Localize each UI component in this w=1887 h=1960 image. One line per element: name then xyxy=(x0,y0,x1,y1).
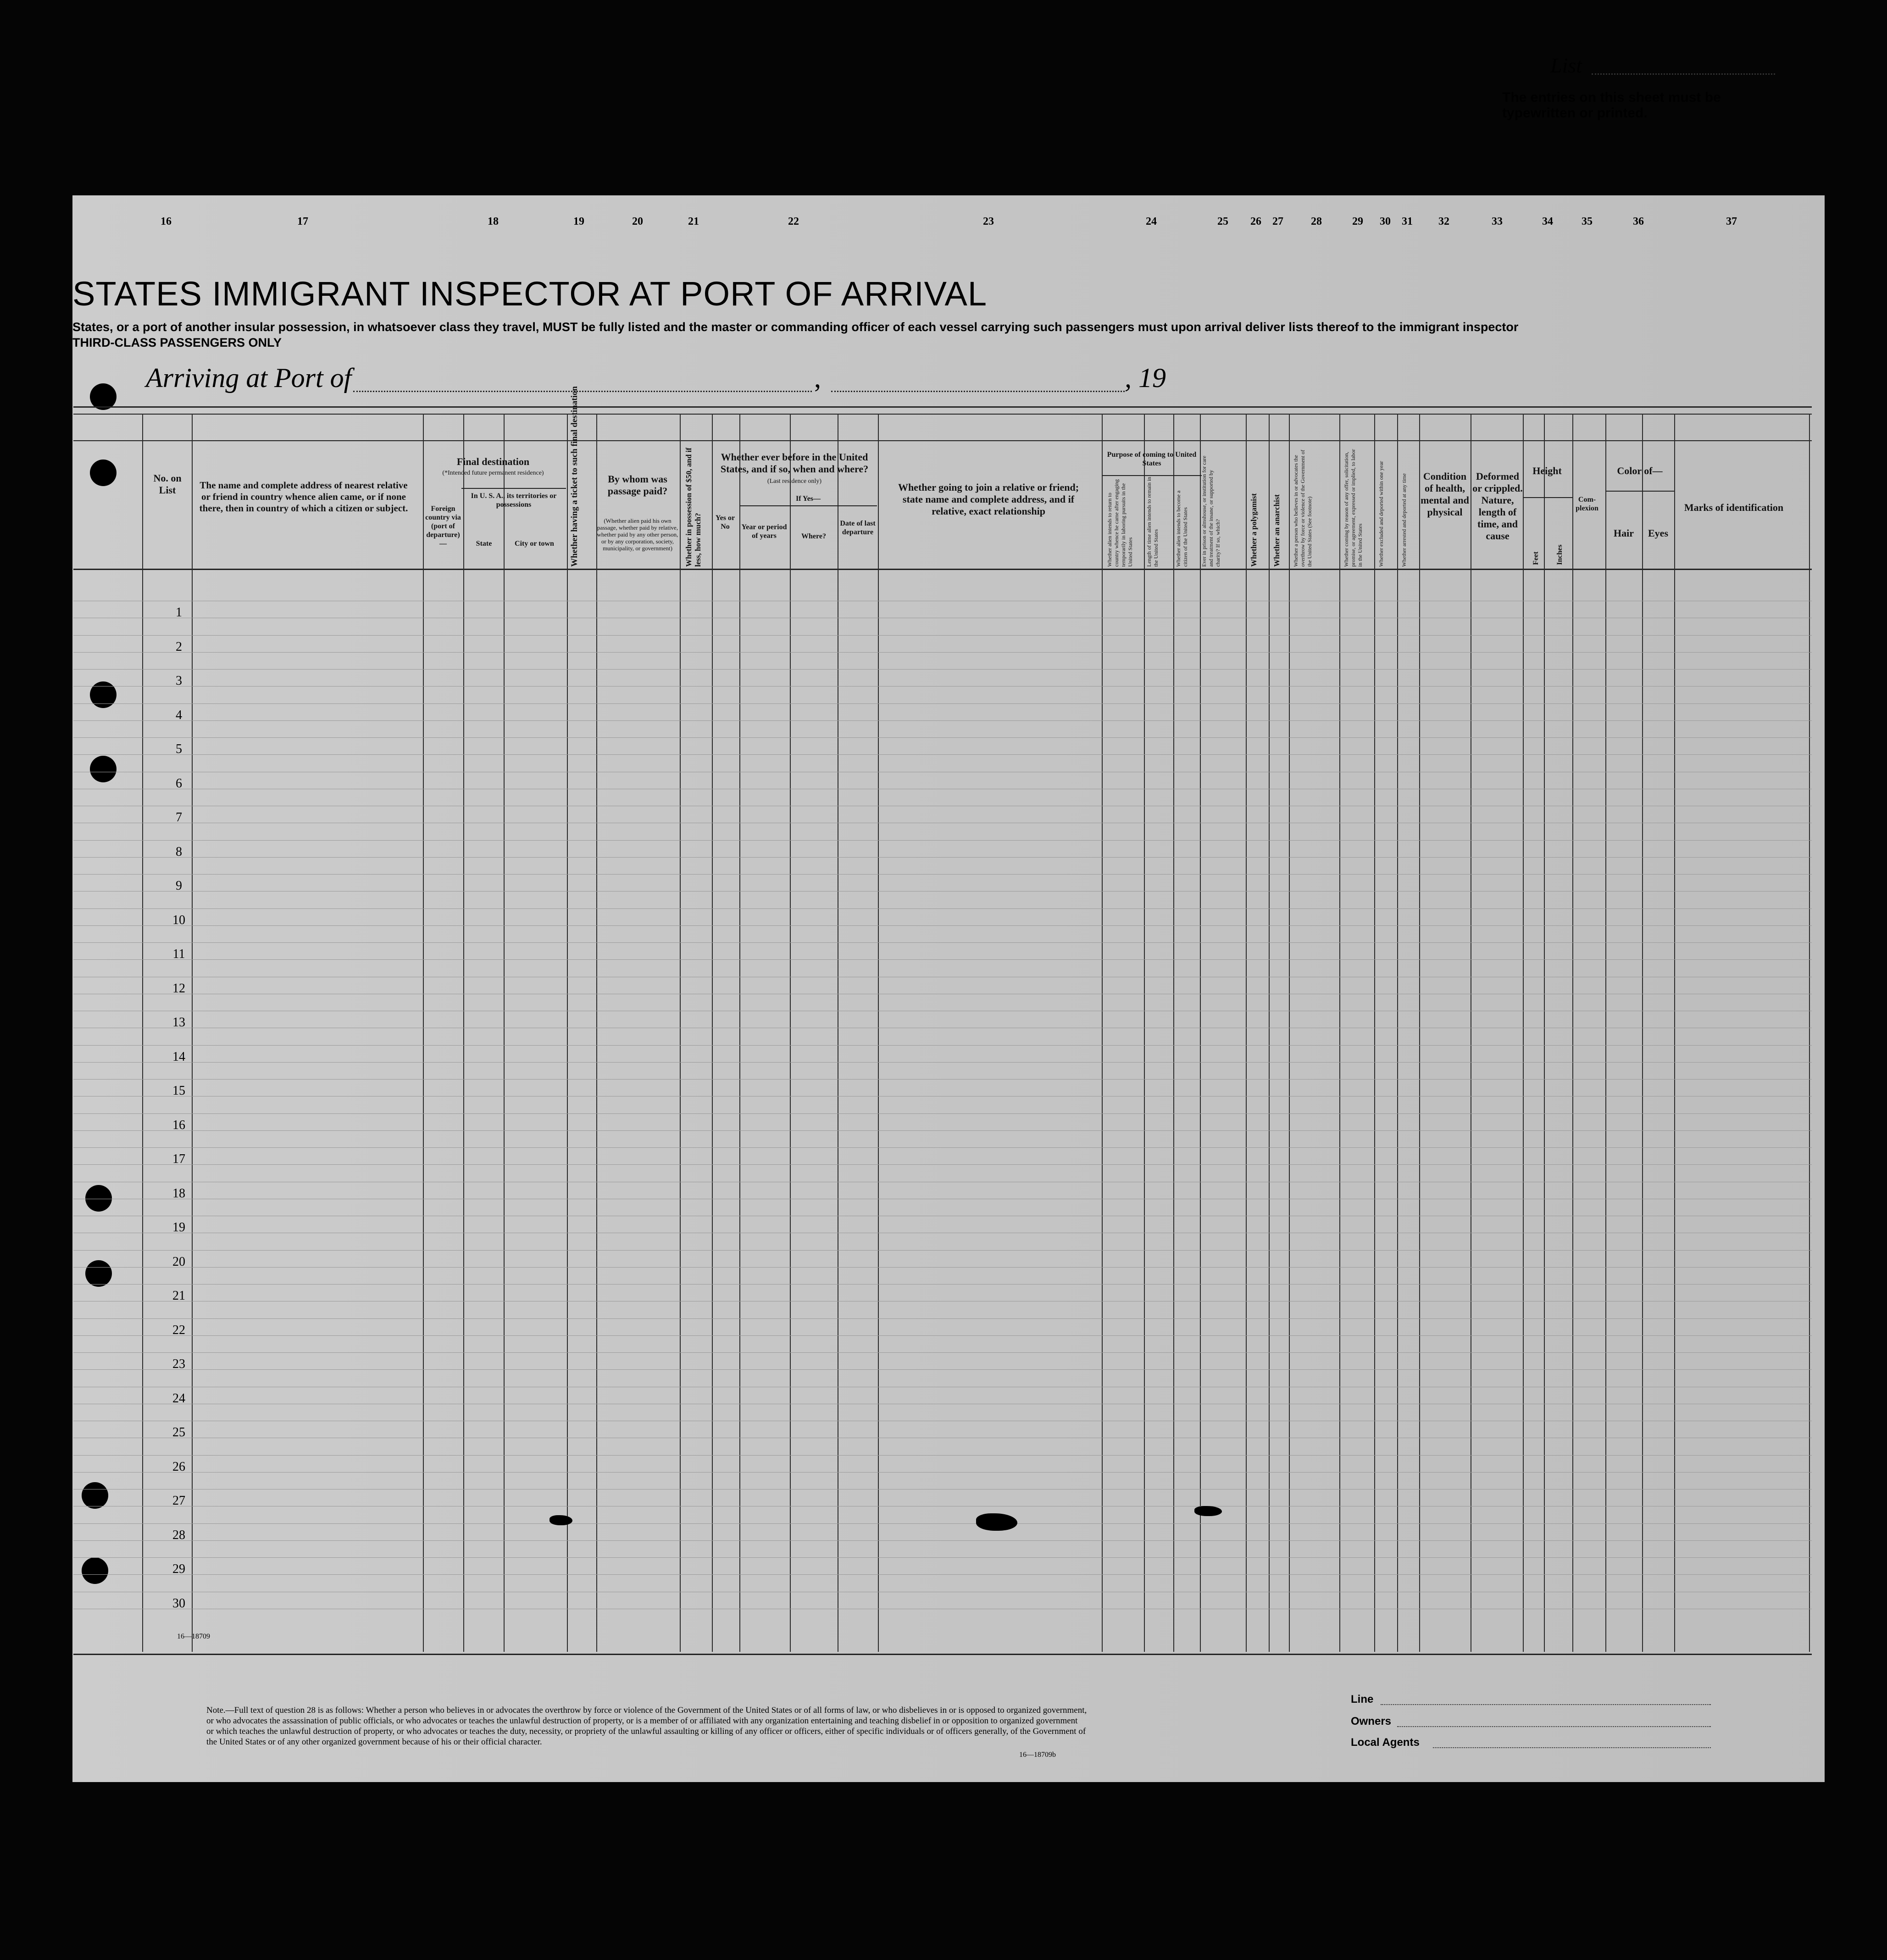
col-num-17: 17 xyxy=(297,216,308,227)
header-joining-relative: Whether going to join a relative or friend; state name and complete address, and if relative, exact relationship xyxy=(898,482,1079,517)
col-num-20: 20 xyxy=(632,216,643,227)
row-number: 6 xyxy=(176,776,182,791)
col-num-34: 34 xyxy=(1542,216,1553,227)
row-number: 1 xyxy=(176,605,182,620)
row-number: 3 xyxy=(176,674,182,688)
row-rule xyxy=(73,908,1812,909)
column-divider xyxy=(596,414,597,1652)
row-number: 11 xyxy=(172,947,185,961)
row-rule xyxy=(73,737,1812,738)
header-foreign-country: Foreign country via (port of departure)— xyxy=(425,505,461,548)
header-polygamist: Whether a polygamist xyxy=(1249,493,1258,567)
col-num-37: 37 xyxy=(1726,216,1737,227)
header-complexion: Com-plexion xyxy=(1576,496,1598,512)
header-condition: Condition of health, mental and physical xyxy=(1421,471,1469,518)
row-number: 9 xyxy=(176,879,182,893)
col-num-28: 28 xyxy=(1311,216,1322,227)
header-no-on-list: No. on List xyxy=(153,472,182,496)
column-divider xyxy=(567,414,568,1652)
column-divider xyxy=(1572,414,1573,1652)
column-divider xyxy=(680,414,681,1652)
column-divider xyxy=(1523,414,1524,1652)
row-rule xyxy=(73,1045,1812,1046)
col-num-25: 25 xyxy=(1217,216,1228,227)
col-num-21: 21 xyxy=(688,216,699,227)
column-divider xyxy=(739,414,740,1652)
row-number: 29 xyxy=(172,1562,185,1576)
header-q28: Whether a person who believes in or advocates the overthrow by force or violence of the Government of the United States (See footnote) xyxy=(1293,449,1313,567)
column-divider xyxy=(1674,414,1675,1652)
column-divider xyxy=(142,414,143,1652)
column-divider xyxy=(423,414,424,1652)
header-height: Height xyxy=(1532,465,1562,476)
row-number: 24 xyxy=(172,1391,185,1406)
local-agents-field[interactable] xyxy=(1433,1747,1711,1748)
row-number: 5 xyxy=(176,742,182,756)
col-num-26: 26 xyxy=(1250,216,1261,227)
footnote-form-number: 16—18709b xyxy=(1019,1751,1056,1759)
header-by-whom-paid: By whom was passage paid? xyxy=(607,473,668,497)
header-marks: Marks of identification xyxy=(1684,502,1784,513)
col-num-19: 19 xyxy=(573,216,584,227)
row-number: 21 xyxy=(172,1289,185,1303)
header-if-yes: If Yes— xyxy=(795,495,821,503)
header-final-destination-note: (*Intended future permanent residence) xyxy=(442,470,544,476)
header-purpose-a: Whether alien intends to return to country whence he came after engaging temporarily in laboring pursuits in the United States xyxy=(1106,479,1133,567)
row-rule xyxy=(73,1113,1812,1114)
row-number: 15 xyxy=(172,1084,185,1098)
row-rule xyxy=(73,1318,1812,1319)
col-num-23: 23 xyxy=(983,216,994,227)
list-label: List xyxy=(1550,54,1582,77)
header-where: Where? xyxy=(801,532,826,540)
row-rule xyxy=(73,1455,1812,1456)
footnote: Note.—Full text of question 28 is as follows: Whether a person who believes in or advocates the overthrow by force or violence of the Government of the United States or of all forms of law, or who disbelieves in or is opposed to organized government, or who advocates the assassination of public officials, or who advocates or teaches the unlawful destruction of property, or is a member of or affiliated with any organization entertaining and teaching disbelief in or opposition to organized government or which teaches the unlawful destruction of property, or who advocates or teaches the duty, necessity, or propriety of the unlawful assaulting or killing of any officer or officers, either of specific individuals or of officers generally, of the Government of the United States or of any other organized government because of his or their official character. xyxy=(206,1705,1087,1747)
column-divider xyxy=(504,414,505,1652)
row-number: 14 xyxy=(172,1049,185,1064)
row-number: 28 xyxy=(172,1528,185,1542)
column-divider xyxy=(463,414,464,1652)
row-rule xyxy=(73,959,1812,960)
row-rule xyxy=(73,857,1812,858)
col-num-32: 32 xyxy=(1438,216,1449,227)
row-rule xyxy=(73,840,1812,841)
row-rule xyxy=(73,1250,1812,1251)
col-num-31: 31 xyxy=(1402,216,1413,227)
header-q30: Whether excluded and deported within one year xyxy=(1378,461,1384,567)
row-number: 22 xyxy=(172,1323,185,1337)
column-divider xyxy=(790,414,791,1652)
line-field[interactable] xyxy=(1381,1704,1711,1705)
header-purpose: Purpose of coming to United States xyxy=(1107,451,1197,467)
row-number: 7 xyxy=(176,810,182,825)
header-final-destination: Final destination xyxy=(456,456,530,467)
header-possession-50: Whether in possession of $50, and if less, how much? xyxy=(684,448,702,567)
col-num-16: 16 xyxy=(161,216,172,227)
ink-stain xyxy=(1194,1506,1222,1516)
row-number: 8 xyxy=(176,844,182,859)
header-eyes: Eyes xyxy=(1648,527,1668,539)
row-rule xyxy=(73,874,1812,875)
column-divider xyxy=(1102,414,1103,1652)
row-number: 20 xyxy=(172,1254,185,1269)
header-purpose-c: Whether alien intends to become a citizen of the United States xyxy=(1175,490,1188,567)
col-num-22: 22 xyxy=(788,216,799,227)
row-rule xyxy=(73,1335,1812,1336)
header-nearest-relative: The name and complete address of nearest relative or friend in country whence alien came, or if none there, then in country of which a citizen or subject. xyxy=(199,480,408,514)
row-number: 25 xyxy=(172,1425,185,1440)
row-rule xyxy=(73,1079,1812,1080)
header-ticket: Whether having a ticket to such final destination xyxy=(570,386,579,567)
header-state: State xyxy=(476,540,492,548)
row-rule xyxy=(73,720,1812,721)
row-rule xyxy=(73,686,1812,687)
header-prison: Ever in prison or almshouse, or institution for care and treatment of the insane, or supported by charity? If so, which? xyxy=(1201,455,1221,567)
form-number: 16—18709 xyxy=(177,1633,210,1640)
row-rule xyxy=(73,1523,1812,1524)
row-rule xyxy=(73,754,1812,755)
row-number: 10 xyxy=(172,913,185,927)
row-rule xyxy=(73,1352,1812,1353)
row-number: 27 xyxy=(172,1494,185,1508)
year-label: , 19 xyxy=(1125,363,1166,393)
row-rule xyxy=(73,635,1812,636)
ink-stain xyxy=(549,1515,572,1525)
header-ever-before: Whether ever before in the United States, and if so, when and where? xyxy=(720,451,869,475)
header-yes-or-no: Yes or No xyxy=(715,514,735,531)
row-number: 13 xyxy=(172,1015,185,1030)
column-divider xyxy=(1246,414,1247,1652)
owners-field[interactable] xyxy=(1397,1726,1711,1727)
col-num-18: 18 xyxy=(488,216,499,227)
column-divider xyxy=(712,414,713,1652)
arriving-label: Arriving at Port of xyxy=(146,363,352,393)
row-rule xyxy=(73,1164,1812,1165)
column-divider xyxy=(1173,414,1174,1652)
row-number: 2 xyxy=(176,639,182,654)
row-number: 4 xyxy=(176,708,182,722)
row-rule xyxy=(73,1267,1812,1268)
row-number: 12 xyxy=(172,981,185,996)
local-agents-label: Local Agents xyxy=(1351,1736,1420,1749)
row-number: 26 xyxy=(172,1459,185,1474)
header-by-whom-paid-note: (Whether alien paid his own passage, whether paid by relative, whether paid by any other person, or by any corporation, society, municipality, or government) xyxy=(597,517,678,552)
row-number: 18 xyxy=(172,1186,185,1201)
column-divider xyxy=(1605,414,1606,1652)
owners-label: Owners xyxy=(1351,1715,1392,1727)
header-anarchist: Whether an anarchist xyxy=(1272,494,1281,567)
column-divider xyxy=(1397,414,1398,1652)
header-deformed: Deformed or crippled. Nature, length of time, and cause xyxy=(1472,471,1523,542)
row-number: 19 xyxy=(172,1220,185,1235)
line-label: Line xyxy=(1351,1693,1374,1705)
row-number: 23 xyxy=(172,1357,185,1371)
row-rule xyxy=(73,925,1812,926)
column-divider xyxy=(1269,414,1270,1652)
header-q29: Whether coming by reason of any offer, solicitation, promise, or agreement, expressed or implied, to labor in the United States xyxy=(1343,449,1363,567)
header-in-usa: In U. S. A., its territories or possessions xyxy=(471,492,557,509)
row-rule xyxy=(73,942,1812,943)
column-divider xyxy=(1200,414,1201,1652)
subtitle-line1: States, or a port of another insular possession, in whatsoever class they travel, MUST be fully listed and the master or commanding officer of each vessel carrying such passengers must upon arrival deliver lists thereof to the immigrant inspector xyxy=(72,320,1519,334)
row-rule xyxy=(73,652,1812,653)
row-rule xyxy=(73,1540,1812,1541)
column-divider xyxy=(1419,414,1420,1652)
column-divider xyxy=(1809,414,1810,1652)
row-rule xyxy=(73,669,1812,670)
row-rule xyxy=(73,1147,1812,1148)
header-purpose-b: Length of time alien intends to remain in the United States xyxy=(1146,476,1159,567)
col-num-36: 36 xyxy=(1633,216,1644,227)
header-inches: Inches xyxy=(1556,544,1564,565)
ink-stain xyxy=(976,1513,1017,1531)
header-color-of: Color of— xyxy=(1617,465,1663,476)
comma: , xyxy=(814,363,821,393)
col-num-27: 27 xyxy=(1272,216,1283,227)
row-rule xyxy=(73,1062,1812,1063)
column-divider xyxy=(1144,414,1145,1652)
row-number: 30 xyxy=(172,1596,185,1611)
header-city: City or town xyxy=(515,540,554,548)
typed-note: The entries on this sheet must be typewritten or printed. xyxy=(1502,90,1721,121)
row-number: 17 xyxy=(172,1152,185,1166)
page-title: STATES IMMIGRANT INSPECTOR AT PORT OF ARRIVAL xyxy=(72,275,988,313)
column-divider xyxy=(878,414,879,1652)
row-rule xyxy=(73,1284,1812,1285)
row-number: 16 xyxy=(172,1118,185,1132)
row-rule xyxy=(73,1557,1812,1558)
row-rule xyxy=(73,1369,1812,1370)
header-feet: Feet xyxy=(1532,551,1540,565)
column-divider xyxy=(1642,414,1643,1652)
header-date-last-departure: Date of last departure xyxy=(840,520,876,536)
header-q31: Whether arrested and deported at any time xyxy=(1401,473,1407,567)
column-divider xyxy=(1289,414,1290,1652)
col-num-24: 24 xyxy=(1146,216,1157,227)
row-rule xyxy=(73,1472,1812,1473)
row-rule xyxy=(73,1130,1812,1131)
col-num-30: 30 xyxy=(1380,216,1391,227)
column-divider xyxy=(1339,414,1340,1652)
header-hair: Hair xyxy=(1614,527,1634,539)
row-rule xyxy=(73,703,1812,704)
col-num-35: 35 xyxy=(1582,216,1593,227)
row-rule xyxy=(73,1574,1812,1575)
col-num-29: 29 xyxy=(1352,216,1363,227)
col-num-33: 33 xyxy=(1492,216,1503,227)
column-divider xyxy=(1544,414,1545,1652)
header-ever-before-note: (Last residence only) xyxy=(767,478,822,485)
column-divider xyxy=(1374,414,1375,1652)
subtitle-line2: THIRD-CLASS PASSENGERS ONLY xyxy=(72,336,282,349)
header-year-or-period: Year or period of years xyxy=(741,523,787,540)
